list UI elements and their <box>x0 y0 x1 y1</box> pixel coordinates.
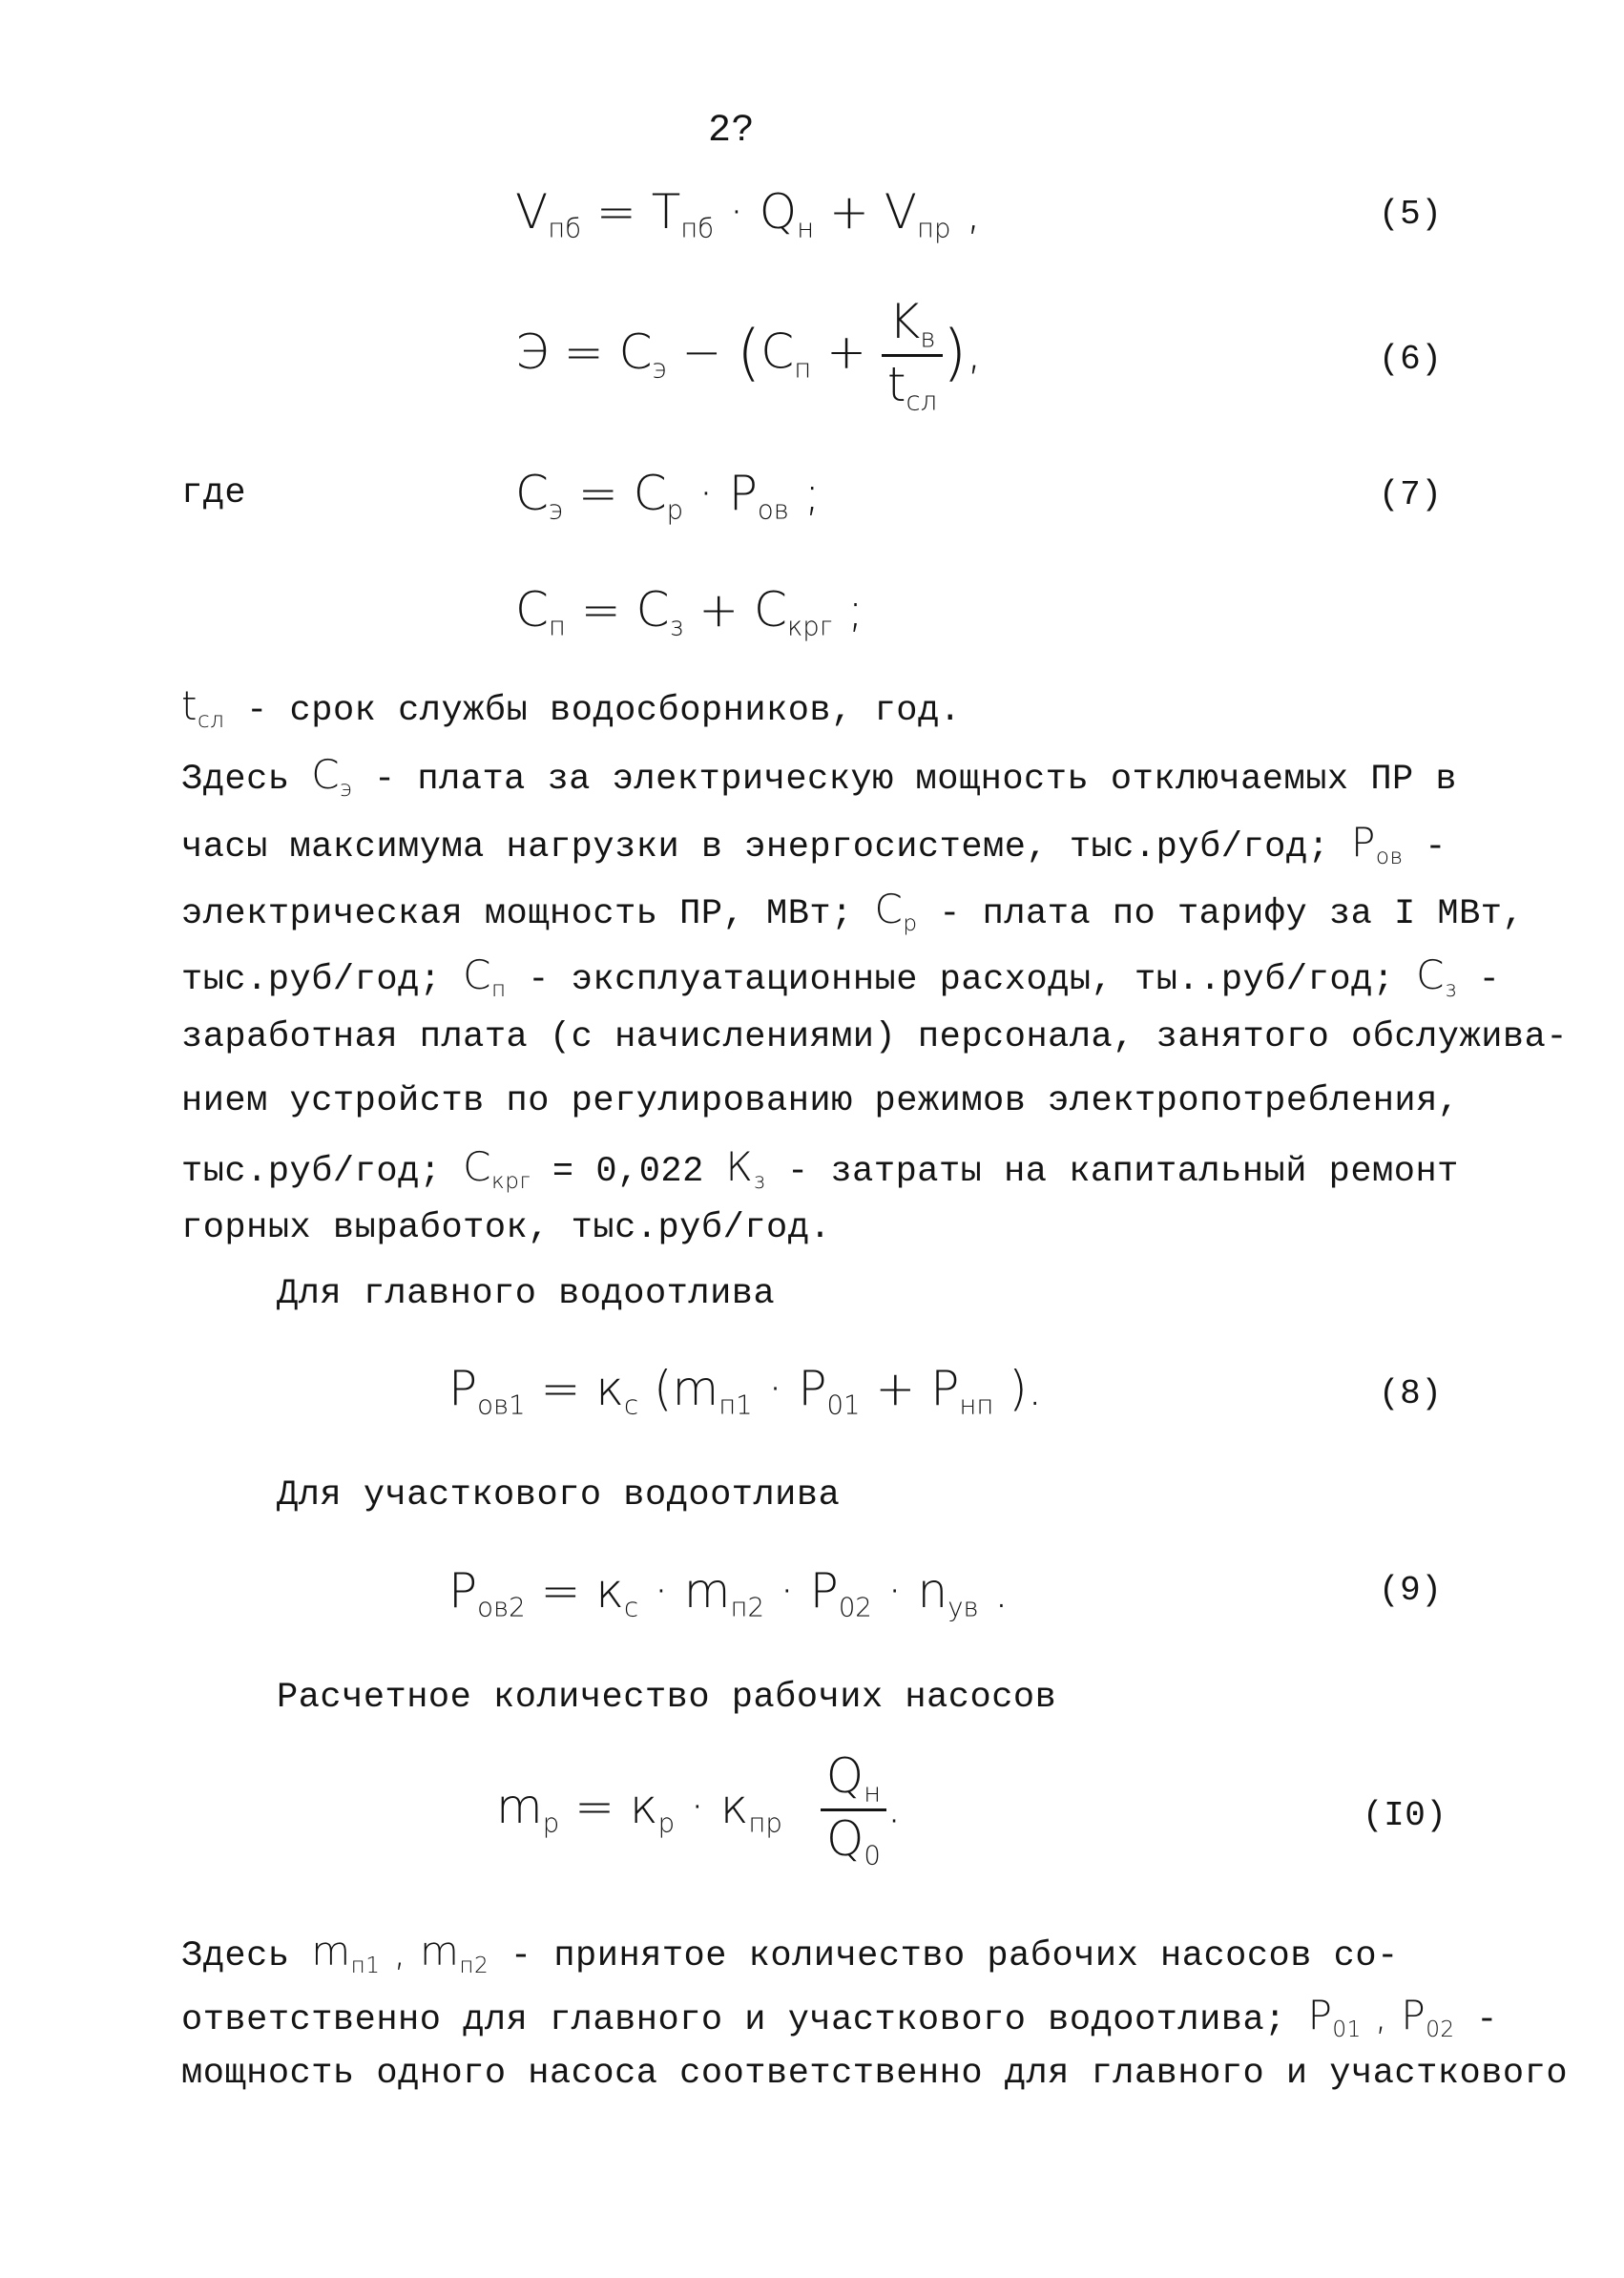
formula-8-number: (8) <box>1379 1374 1443 1413</box>
formula-7: $С_э = С_р \cdot Р_{ов}$ ; <box>515 466 821 526</box>
fraction <box>882 294 943 416</box>
text-line-3: часы максимума нагрузки в энергосистеме, тыс.руб/год; $Р_{ов}$ - <box>181 819 1447 870</box>
text-line-6: заработная плата (с начислениями) персонала, занятого обслужива- <box>181 1017 1569 1057</box>
formula-9-number: (9) <box>1379 1571 1443 1610</box>
formula-6-number: (6) <box>1379 340 1443 379</box>
heading-sectional-drainage: Для участкового водоотлива <box>277 1475 841 1515</box>
text-line-2: Здесь $С_э$ - плата за электрическую мощность отключаемых ПР в <box>181 751 1458 803</box>
formula-6: $Э = С_э - (С_п$ + $\frac{K_в}{t_{сл}}$ ), <box>515 294 983 417</box>
formula-10-number: (I0) <box>1363 1796 1447 1835</box>
open-paren: ( <box>737 318 761 389</box>
text-line-8: тыс.руб/год; $С_{крг} = 0,022$ $К_з$ - затраты на капитальный ремонт <box>181 1143 1459 1195</box>
text-line-11: ответственно для главного и участкового водоотлива; $Р_{01}$ , $Р_{02}$ - <box>181 1992 1499 2043</box>
text-line-10: Здесь $m_{п1}$ , $m_{п2}$ - принятое количество рабочих насосов со- <box>181 1928 1399 1979</box>
text-line-9: горных выработок, тыс.руб/год. <box>181 1208 832 1248</box>
formula-10-left: $m_р = к_р \cdot к_{пр}$ <box>496 1778 782 1839</box>
close-paren: ) <box>943 318 968 389</box>
where-label: где <box>181 473 247 513</box>
formula-6-left: $Э = С_э$ − <box>515 324 738 385</box>
formula-7b: $С_п = С_з + С_{крг}$ ; <box>515 582 864 642</box>
formula-5-number: (5) <box>1379 195 1443 234</box>
page-number: 2? <box>708 110 756 153</box>
formula-6-right: , <box>967 324 983 380</box>
text-line-5: тыс.руб/год; $С_п$ - эксплуатационные расходы, ты..руб/год; $С_з$ - <box>181 951 1501 1003</box>
heading-main-drainage: Для главного водоотлива <box>277 1274 776 1314</box>
fraction-numerator: $K_в$ <box>888 294 936 354</box>
formula-9: $Р_{ов2} = к_с \cdot m_{п2} \cdot Р_{02} \cdot n_{ув}$ . <box>448 1563 1010 1623</box>
formula-7-number: (7) <box>1379 475 1443 514</box>
formula-10 <box>496 1748 902 1870</box>
formula-10-right: . <box>886 1778 902 1834</box>
text-line-7: нием устройств по регулированию режимов электропотребления, <box>181 1081 1460 1121</box>
fraction-denominator: $t_{сл}$ <box>882 354 943 417</box>
heading-pump-count: Расчетное количество рабочих насосов <box>277 1678 1057 1718</box>
formula-8: $Р_{ов1} = к_с$ ($m_{п1} \cdot Р_{01} + Р_{нп}$ ). <box>448 1361 1043 1421</box>
text-line-12: мощность одного насоса соответственно для главного и участкового <box>181 2054 1569 2094</box>
fraction <box>821 1748 886 1870</box>
formula-5: $V_{пб} = T_{пб} \cdot Q_н + V_{пр}$ , <box>515 184 982 244</box>
fraction-numerator: $Q_н$ <box>825 1748 882 1808</box>
fraction-denominator: $Q_0$ <box>821 1808 886 1871</box>
text-line-4: электрическая мощность ПР, МВт; $С_р$ - плата по тарифу за I МВт, <box>181 886 1525 937</box>
text-line-1: $t_{сл}$ - срок службы водосборников, год. <box>181 682 962 734</box>
